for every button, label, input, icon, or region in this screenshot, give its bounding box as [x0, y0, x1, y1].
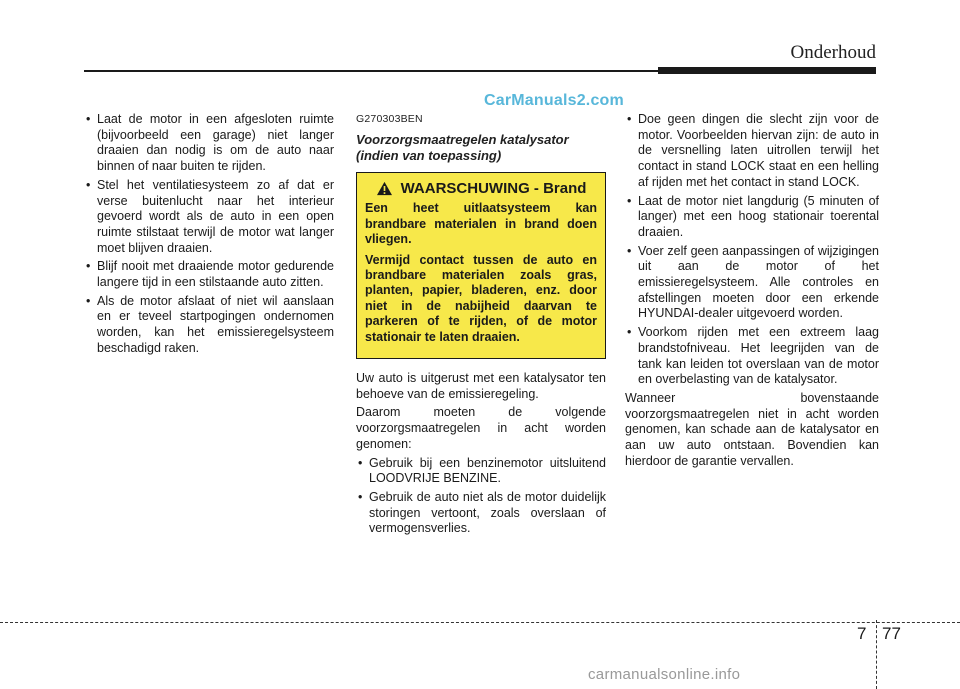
list-item: • Voorkom rijden met een extreem laag brandstofniveau. Het leegrijden van de tank kan leiden tot overslaan van de motor en overbelasting van de katalysator.: [625, 325, 879, 388]
list-item: • Voer zelf geen aanpassingen of wijzigingen uit aan de motor of het emissieregelsysteem. Alle controles en afstellingen moeten door een erkende HYUNDAI-dealer uitgevoerd worden.: [625, 244, 879, 323]
list-item: • Gebruik bij een benzinemotor uitsluitend LOODVRIJE BENZINE.: [356, 456, 606, 487]
section-heading: [356, 132, 606, 164]
footer-dashed-rule: [0, 622, 960, 623]
warning-box: [356, 172, 606, 359]
list-item: • Blijf nooit met draaiende motor gedurende langere tijd in een stilstaande auto zitten.: [84, 259, 334, 290]
bullet-list: [356, 456, 606, 538]
warning-title: [365, 181, 597, 197]
paragraph: Wanneer bovenstaande voorzorgsmaatregelen niet in acht worden genomen, kan schade aan de katalysator en aan uw auto ontstaan. Bovendien kan hierdoor de garantie vervallen.: [625, 390, 879, 468]
bullet-list: [84, 112, 334, 357]
chapter-number: 7: [857, 624, 867, 643]
footer-watermark-link[interactable]: carmanualsonline.info: [588, 666, 741, 683]
heading-line: Voorzorgsmaatregelen katalysator: [356, 131, 569, 147]
heading-line: (indien van toepassing): [356, 147, 502, 163]
list-item: • Als de motor afslaat of niet wil aanslaan en er teveel startpogingen ondernomen worden, kan het emissieregelsysteem beschadigd raken.: [84, 294, 334, 357]
warning-text: Een heet uitlaatsysteem kan brandbare materialen in brand doen vliegen.: [365, 201, 597, 247]
list-item: • Laat de motor niet langdurig (5 minuten of langer) met een hoog stationair toerental draaien.: [625, 194, 879, 241]
paragraph: Daarom moeten de volgende voorzorgsmaatregelen in acht worden genomen:: [356, 405, 606, 451]
header-rule-thin: [84, 70, 658, 72]
column-right: [625, 112, 879, 472]
list-item: • Stel het ventilatiesysteem zo af dat er verse buitenlucht naar het interieur gevoerd wordt als de auto in een open ruimte stilstaat terwijl de motor wat langer moet blijven draaien.: [84, 178, 334, 257]
column-left: [84, 112, 334, 360]
bullet-list: [625, 112, 879, 388]
page-number: 77: [882, 624, 901, 643]
watermark-link[interactable]: CarManuals2.com: [484, 92, 624, 109]
list-item: • Gebruik de auto niet als de motor duidelijk storingen vertoont, zoals overslaan of vermogensverlies.: [356, 490, 606, 537]
warning-text: Vermijd contact tussen de auto en brandbare materialen zoals gras, planten, papier, bladeren, enz. door niet in de nabijheid daarvan te parkeren of te rijden, of de motor stationair te laten draaien.: [365, 252, 597, 344]
header-rule-thick: [658, 67, 876, 74]
footer-dashed-divider: [876, 620, 877, 689]
warning-triangle-icon: [376, 181, 393, 196]
section-title: Onderhoud: [790, 42, 876, 63]
list-item: • Doe geen dingen die slecht zijn voor de motor. Voorbeelden hiervan zijn: de auto in de versnelling laten uitrollen terwijl het contact in stand LOCK staat en een helling af rijden met het contact in stand LOCK.: [625, 112, 879, 191]
section-code: G270303BEN: [356, 113, 423, 125]
column-middle: [356, 112, 606, 540]
warning-title-text: WAARSCHUWING - Brand: [400, 179, 587, 197]
paragraph: Uw auto is uitgerust met een katalysator ten behoeve van de emissieregeling.: [356, 371, 606, 401]
list-item: • Laat de motor in een afgesloten ruimte (bijvoorbeeld een garage) niet langer draaien dan nodig is om de auto naar binnen of naar buiten te rijden.: [84, 112, 334, 175]
